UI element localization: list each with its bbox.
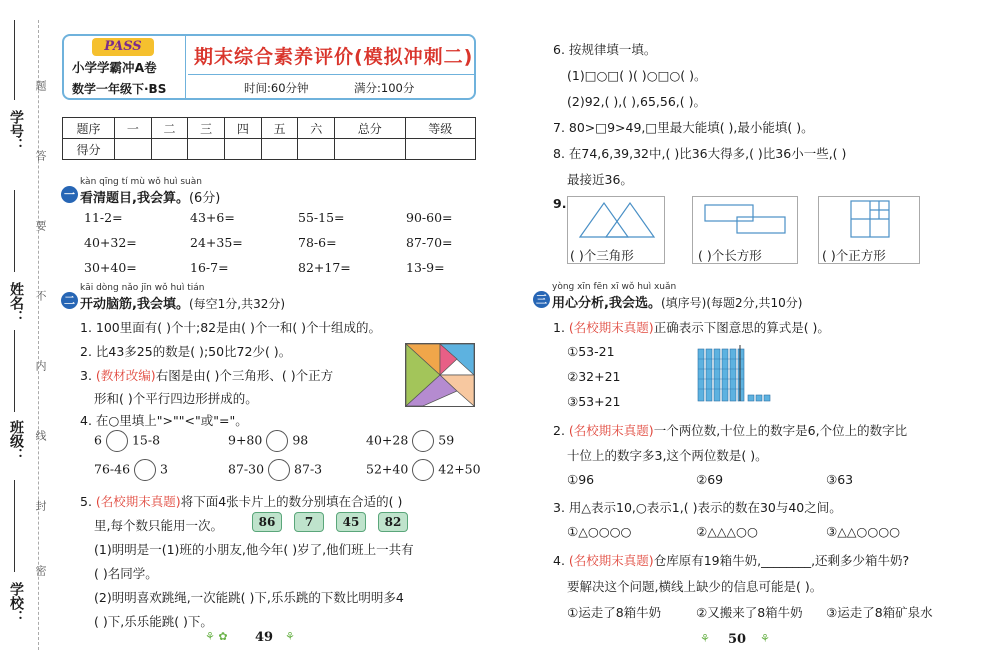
section-points: (填序号)(每题2分,共10分) [660, 296, 803, 310]
name-label: 姓名： [8, 282, 24, 324]
name-line [14, 190, 15, 272]
sprout-icon: ⚘ [700, 632, 710, 645]
score-input-cell[interactable] [188, 139, 225, 160]
compare-item [228, 459, 322, 481]
question-2-5-1: (1)明明是一(1)班的小朋友,他今年( )岁了,他们班上一共有 [94, 542, 414, 557]
shape-answer-label: ( )个三角形 [570, 248, 634, 263]
calc-item: 40+32= [84, 235, 137, 250]
exam-header [62, 34, 476, 100]
question-2-8-cont: 最接近36。 [567, 172, 633, 187]
section-title-text: 用心分析,我会选。 [552, 296, 661, 311]
section-points: (每空1分,共32分) [188, 297, 286, 311]
choice-option[interactable]: ③53+21 [567, 394, 621, 409]
number-card: 86 [252, 512, 282, 532]
cut-line [38, 20, 39, 650]
compare-left: 40+28 [366, 432, 409, 448]
compare-item [94, 459, 168, 481]
question-2-3-cont: 形和( )个平行四边形拼成的。 [94, 391, 258, 406]
score-table [62, 117, 476, 160]
number-card: 7 [294, 512, 324, 532]
shape-answer-label: ( )个正方形 [822, 248, 886, 263]
question-2-6-1: (1)□○□( )( )○□○( )。 [567, 68, 707, 83]
question-number: 2. [553, 423, 565, 438]
question-2-5-2: (2)明明喜欢跳绳,一次能跳( )下,乐乐跳的下数比明明多4 [94, 590, 404, 605]
question-2-4: 4. 在○里填上">""<"或"="。 [80, 413, 248, 428]
section-title [552, 292, 802, 311]
calc-item: 30+40= [84, 260, 137, 275]
cut-char: 密 [34, 565, 47, 576]
number-card: 45 [336, 512, 366, 532]
section-title-text: 开动脑筋,我会填。 [80, 297, 189, 312]
compare-left: 76-46 [94, 461, 131, 477]
student-id-label: 学号： [8, 110, 24, 152]
calc-item: 82+17= [298, 260, 351, 275]
question-3-2-cont: 十位上的数字多3,这个两位数是( )。 [567, 448, 768, 463]
question-tag: (名校期末真题) [95, 494, 181, 509]
table-cell: 六 [298, 118, 335, 139]
sprout-icon: ⚘ [285, 630, 295, 643]
choice-option[interactable]: ③△△○○○○ [826, 524, 901, 539]
section-number-badge: 二 [61, 292, 78, 309]
rectangles-figure [693, 197, 799, 241]
choice-option[interactable]: ③运走了8箱矿泉水 [826, 605, 933, 620]
exam-time: 时间:60分钟 [244, 81, 309, 95]
triangles-figure [568, 197, 666, 241]
choice-option[interactable]: ②32+21 [567, 369, 621, 384]
compare-circle-input[interactable] [268, 459, 290, 481]
cut-char: 线 [34, 430, 47, 441]
sprout-icon: ⚘ ✿ [205, 630, 228, 643]
section-number-badge: 三 [533, 291, 550, 308]
compare-right: 3 [160, 461, 168, 477]
compare-left: 87-30 [228, 461, 265, 477]
cut-char: 要 [34, 220, 47, 231]
calc-item: 78-6= [298, 235, 337, 250]
score-input-cell[interactable] [115, 139, 152, 160]
cut-char: 不 [34, 290, 47, 301]
page-number-left: 49 [255, 630, 274, 645]
section-pinyin: kāi dòng nǎo jīn wǒ huì tián [80, 283, 205, 293]
question-3-4 [553, 551, 909, 569]
question-text: 右图是由( )个三角形、( )个正方 [155, 368, 334, 383]
squares-figure [819, 197, 921, 241]
compare-right: 98 [292, 432, 309, 448]
choice-option[interactable]: ②69 [696, 472, 724, 487]
compare-item [228, 430, 308, 452]
cut-char: 内 [34, 360, 47, 371]
compare-left: 6 [94, 432, 102, 448]
compare-item [94, 430, 160, 452]
compare-circle-input[interactable] [266, 430, 288, 452]
table-cell: 一 [115, 118, 152, 139]
question-3-4-cont: 要解决这个问题,横线上缺少的信息可能是( )。 [567, 579, 823, 594]
section-number-badge: 一 [61, 186, 78, 203]
question-2-3 [80, 366, 333, 384]
subject-grade: 数学一年级下·BS [72, 82, 167, 96]
compare-circle-input[interactable] [412, 459, 434, 481]
page-number-right: 50 [728, 632, 747, 647]
calc-item: 55-15= [298, 210, 345, 225]
choice-option[interactable]: ②又搬来了8箱牛奶 [696, 605, 803, 620]
section-title [80, 293, 285, 312]
calc-item: 13-9= [406, 260, 445, 275]
question-text: 将下面4张卡片上的数分别填在合适的( ) [180, 494, 403, 509]
question-2-9-number: 9. [553, 196, 567, 211]
score-input-cell[interactable] [261, 139, 298, 160]
compare-item [366, 459, 481, 481]
question-3-3: 3. 用△表示10,○表示1,( )表示的数在30与40之间。 [553, 500, 842, 515]
question-tag: (名校期末真题) [568, 320, 654, 335]
question-2-6: 6. 按规律填一填。 [553, 42, 657, 57]
question-number: 5. [80, 494, 92, 509]
calc-item: 87-70= [406, 235, 453, 250]
score-input-cell[interactable] [298, 139, 335, 160]
compare-circle-input[interactable] [134, 459, 156, 481]
header-divider [188, 74, 474, 75]
tangram-figure [405, 343, 475, 407]
choice-option[interactable]: ①53-21 [567, 344, 615, 359]
pass-logo: PASS [92, 38, 154, 56]
compare-left: 52+40 [366, 461, 409, 477]
table-row [63, 118, 476, 139]
table-cell: 等级 [405, 118, 476, 139]
question-text: 一个两位数,十位上的数字是6,个位上的数字比 [653, 423, 908, 438]
score-input-cell[interactable] [405, 139, 476, 160]
compare-item [366, 430, 454, 452]
compare-right: 87-3 [294, 461, 323, 477]
question-2-5-1-cont: ( )名同学。 [94, 566, 158, 581]
question-2-8: 8. 在74,6,39,32中,( )比36大得多,( )比36小一些,( ) [553, 146, 847, 161]
score-input-cell[interactable] [335, 139, 405, 160]
calc-item: 43+6= [190, 210, 235, 225]
class-label: 班级： [8, 420, 24, 462]
question-3-1 [553, 318, 830, 336]
compare-right: 15-8 [131, 432, 161, 448]
question-2-5-cont: 里,每个数只能用一次。 [94, 518, 223, 533]
cut-char: 答 [34, 150, 47, 161]
question-tag: (名校期末真题) [568, 553, 654, 568]
cut-char: 封 [34, 500, 47, 511]
section-pinyin: yòng xīn fēn xī wǒ huì xuǎn [552, 282, 677, 292]
table-cell: 五 [261, 118, 298, 139]
exam-title: 期末综合素养评价(模拟冲刺二) [194, 46, 474, 68]
sprout-icon: ⚘ [760, 632, 770, 645]
question-2-6-2: (2)92,( ),( ),65,56,( )。 [567, 94, 706, 109]
table-row [63, 139, 476, 160]
school-label: 学校： [8, 582, 24, 624]
question-number: 3. [80, 368, 92, 383]
shape-answer-label: ( )个长方形 [698, 248, 762, 263]
table-cell: 题序 [63, 118, 115, 139]
question-2-5-2-cont: ( )下,乐乐能跳( )下。 [94, 614, 213, 629]
table-cell: 三 [188, 118, 225, 139]
calc-item: 90-60= [406, 210, 453, 225]
number-card: 82 [378, 512, 408, 532]
question-2-5 [80, 492, 402, 510]
question-tag: (教材改编) [95, 368, 156, 383]
question-2-7: 7. 80>□9>49,□里最大能填( ),最小能填( )。 [553, 120, 814, 135]
question-3-2 [553, 421, 907, 439]
choice-option[interactable]: ①运走了8箱牛奶 [567, 605, 662, 620]
compare-right: 42+50 [438, 461, 481, 477]
choice-option[interactable]: ①96 [567, 472, 595, 487]
question-2-1: 1. 100里面有( )个十;82是由( )个一和( )个十组成的。 [80, 320, 382, 335]
section-title [80, 187, 220, 206]
choice-option[interactable]: ③63 [826, 472, 854, 487]
base-ten-blocks-figure [696, 343, 786, 405]
question-text: 正确表示下图意思的算式是( )。 [653, 320, 830, 335]
table-cell: 得分 [63, 139, 115, 160]
table-cell: 总分 [335, 118, 405, 139]
question-text: 仓库原有19箱牛奶,________,还剩多少箱牛奶? [653, 553, 910, 568]
table-cell: 四 [225, 118, 262, 139]
section-points: (6分) [188, 191, 221, 206]
table-cell: 二 [151, 118, 188, 139]
student-id-line [14, 20, 15, 100]
choice-option[interactable]: ②△△△○○ [696, 524, 758, 539]
choice-option[interactable]: ①△○○○○ [567, 524, 632, 539]
question-2-2: 2. 比43多25的数是( );50比72少( )。 [80, 344, 292, 359]
section-title-text: 看清题目,我会算。 [80, 191, 189, 206]
question-number: 1. [553, 320, 565, 335]
cut-char: 题 [34, 80, 47, 91]
calc-item: 24+35= [190, 235, 243, 250]
score-input-cell[interactable] [151, 139, 188, 160]
brand-name: 小学学霸冲A卷 [72, 60, 157, 75]
calc-item: 16-7= [190, 260, 229, 275]
question-number: 4. [553, 553, 565, 568]
calc-item: 11-2= [84, 210, 123, 225]
class-line [14, 330, 15, 412]
section-pinyin: kàn qīng tí mù wǒ huì suàn [80, 177, 202, 187]
exam-full-score: 满分:100分 [354, 81, 415, 95]
header-brand-panel [64, 36, 186, 98]
compare-circle-input[interactable] [106, 430, 128, 452]
compare-left: 9+80 [228, 432, 263, 448]
school-line [14, 480, 15, 572]
compare-circle-input[interactable] [412, 430, 434, 452]
compare-right: 59 [438, 432, 455, 448]
score-input-cell[interactable] [225, 139, 262, 160]
question-tag: (名校期末真题) [568, 423, 654, 438]
